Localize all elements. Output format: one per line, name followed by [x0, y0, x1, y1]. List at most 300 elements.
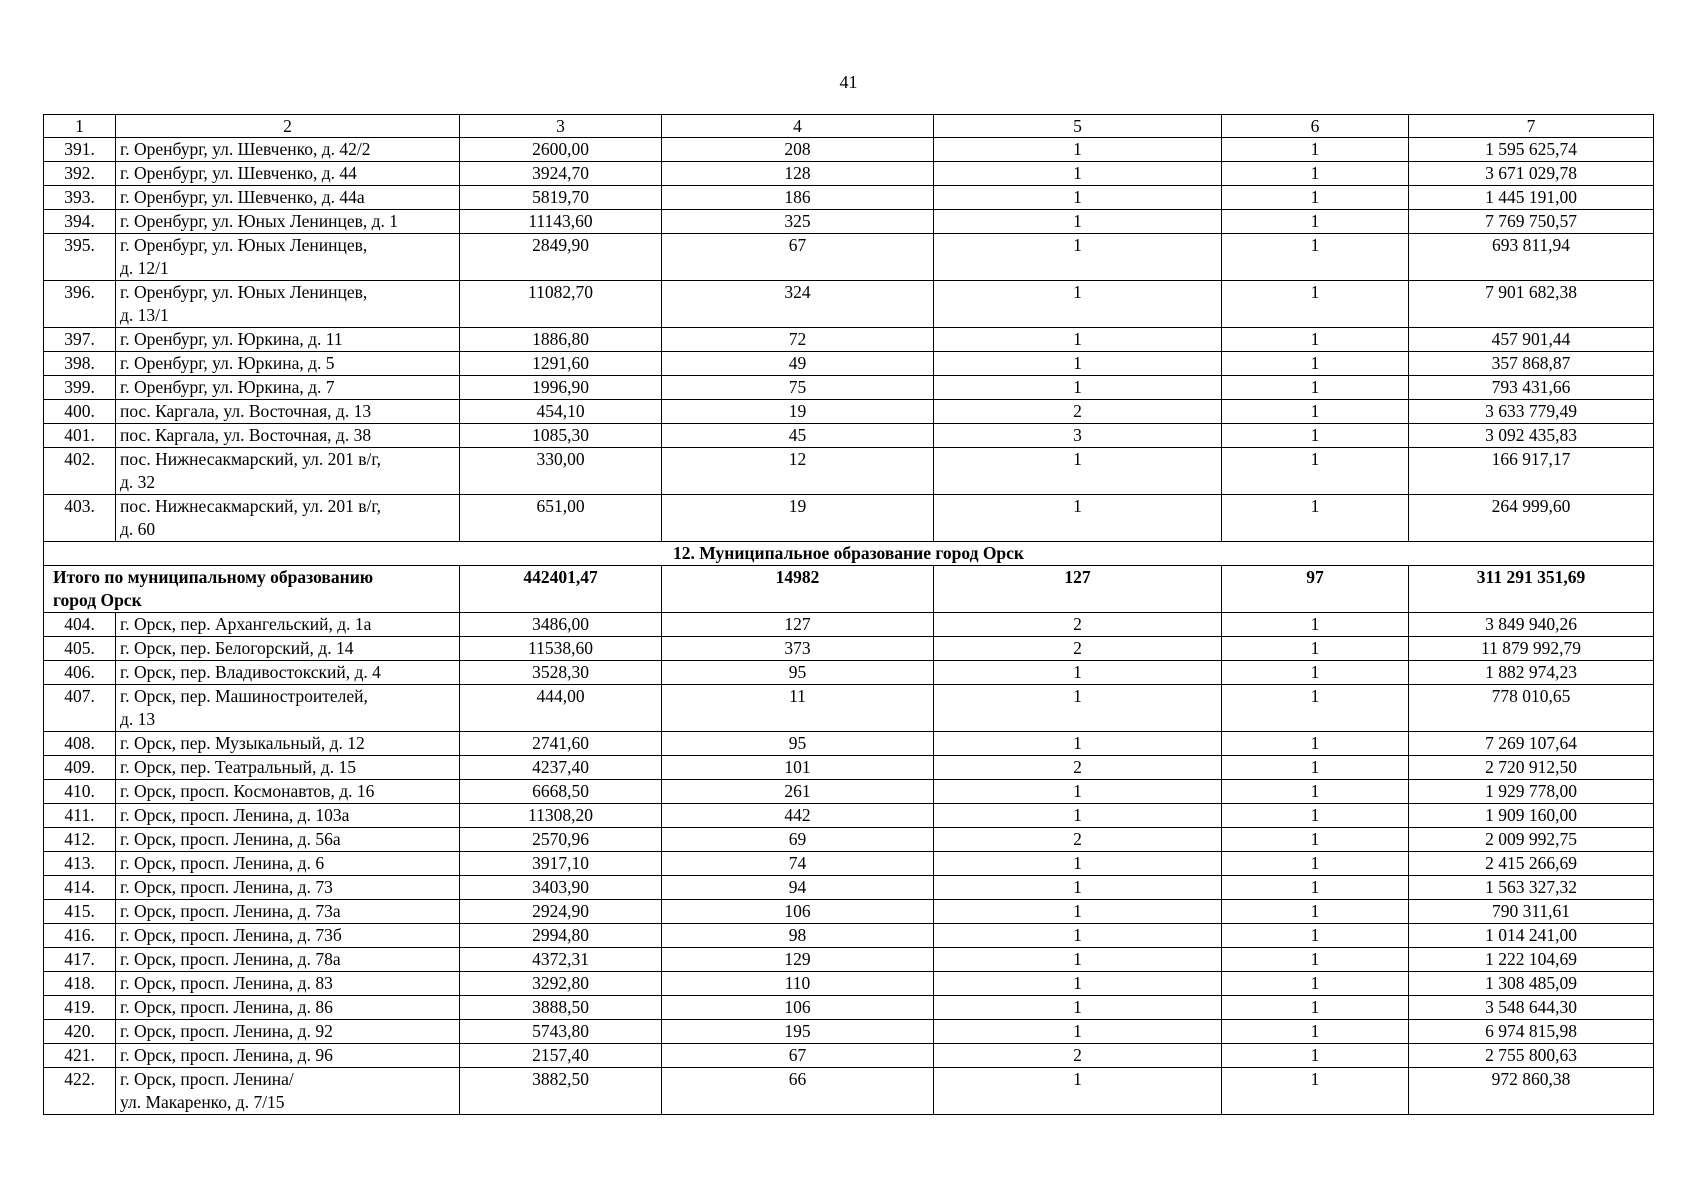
column-header: 6: [1222, 115, 1409, 138]
row-number: 406.: [44, 661, 116, 685]
total-residents: 14982: [662, 566, 934, 613]
area-value: 1291,60: [460, 352, 662, 376]
address-line: г. Орск, пер. Театральный, д. 15: [120, 757, 356, 777]
area-value: 3403,90: [460, 876, 662, 900]
total-cost: 311 291 351,69: [1409, 566, 1654, 613]
area-value: 11538,60: [460, 637, 662, 661]
address-line: г. Орск, просп. Ленина, д. 73: [120, 877, 333, 897]
address-line: г. Орск, пер. Архангельский, д. 1а: [120, 614, 372, 634]
area-value: 3292,80: [460, 972, 662, 996]
residents-value: 69: [662, 828, 934, 852]
residents-value: 373: [662, 637, 934, 661]
address-line: ул. Макаренко, д. 7/15: [120, 1092, 285, 1112]
col6-value: 1: [1222, 828, 1409, 852]
address-line: д. 13/1: [120, 305, 169, 325]
row-number: 394.: [44, 210, 116, 234]
cost-value: 457 901,44: [1409, 328, 1654, 352]
table-row: [44, 138, 1654, 162]
row-number: 404.: [44, 613, 116, 637]
address-line: г. Оренбург, ул. Шевченко, д. 44а: [120, 187, 365, 207]
col5-value: 1: [934, 352, 1222, 376]
column-header: 1: [44, 115, 116, 138]
address-line: г. Оренбург, ул. Юных Ленинцев,: [120, 282, 368, 302]
col6-value: 1: [1222, 328, 1409, 352]
area-value: 2924,90: [460, 900, 662, 924]
residents-value: 45: [662, 424, 934, 448]
col5-value: 1: [934, 972, 1222, 996]
col6-value: 1: [1222, 448, 1409, 495]
area-value: 5819,70: [460, 186, 662, 210]
table-row: [44, 852, 1654, 876]
cost-value: 1 222 104,69: [1409, 948, 1654, 972]
area-value: 4237,40: [460, 756, 662, 780]
table-row: [44, 1020, 1654, 1044]
col6-value: 1: [1222, 780, 1409, 804]
row-number: 419.: [44, 996, 116, 1020]
address: [116, 1068, 460, 1115]
col6-value: 1: [1222, 661, 1409, 685]
col6-value: 1: [1222, 732, 1409, 756]
residents-value: 95: [662, 732, 934, 756]
residents-value: 11: [662, 685, 934, 732]
column-header: 5: [934, 115, 1222, 138]
cost-value: 3 671 029,78: [1409, 162, 1654, 186]
column-header: 3: [460, 115, 662, 138]
column-header: 7: [1409, 115, 1654, 138]
area-value: 3528,30: [460, 661, 662, 685]
table-row: [44, 924, 1654, 948]
page-number: 41: [839, 72, 858, 92]
col6-value: 1: [1222, 424, 1409, 448]
table-row: [44, 828, 1654, 852]
address-line: д. 13: [120, 709, 156, 729]
section-title: 12. Муниципальное образование город Орск: [44, 542, 1654, 566]
table-row: [44, 876, 1654, 900]
row-number: 420.: [44, 1020, 116, 1044]
table-row: [44, 780, 1654, 804]
cost-value: 972 860,38: [1409, 1068, 1654, 1115]
address: [116, 996, 460, 1020]
address: [116, 186, 460, 210]
table-row: [44, 376, 1654, 400]
total-count-5: 127: [934, 566, 1222, 613]
col6-value: 1: [1222, 876, 1409, 900]
cost-value: 1 909 160,00: [1409, 804, 1654, 828]
rows-orenburg: [44, 138, 1654, 542]
address-line: г. Орск, просп. Ленина, д. 73б: [120, 925, 342, 945]
row-number: 405.: [44, 637, 116, 661]
table-row: [44, 281, 1654, 328]
row-number: 403.: [44, 495, 116, 542]
cost-value: 6 974 815,98: [1409, 1020, 1654, 1044]
residents-value: 72: [662, 328, 934, 352]
address-line: г. Оренбург, ул. Шевченко, д. 44: [120, 163, 357, 183]
residents-value: 19: [662, 400, 934, 424]
col6-value: 1: [1222, 613, 1409, 637]
residents-value: 195: [662, 1020, 934, 1044]
col6-value: 1: [1222, 637, 1409, 661]
address-line: г. Орск, просп. Ленина, д. 6: [120, 853, 325, 873]
column-header: 2: [116, 115, 460, 138]
residents-value: 74: [662, 852, 934, 876]
address: [116, 234, 460, 281]
area-value: 11143,60: [460, 210, 662, 234]
area-value: 444,00: [460, 685, 662, 732]
cost-value: 1 308 485,09: [1409, 972, 1654, 996]
table-row: [44, 400, 1654, 424]
row-number: 409.: [44, 756, 116, 780]
col5-value: 1: [934, 1020, 1222, 1044]
residents-value: 325: [662, 210, 934, 234]
table-row: [44, 948, 1654, 972]
address: [116, 400, 460, 424]
cost-value: 264 999,60: [1409, 495, 1654, 542]
residents-value: 94: [662, 876, 934, 900]
residents-value: 129: [662, 948, 934, 972]
area-value: 3917,10: [460, 852, 662, 876]
address: [116, 804, 460, 828]
address: [116, 448, 460, 495]
row-number: 391.: [44, 138, 116, 162]
address-line: г. Орск, просп. Ленина, д. 92: [120, 1021, 333, 1041]
table-row: [44, 1068, 1654, 1115]
table-row: [44, 328, 1654, 352]
col6-value: 1: [1222, 756, 1409, 780]
col5-value: 1: [934, 138, 1222, 162]
row-number: 413.: [44, 852, 116, 876]
area-value: 2600,00: [460, 138, 662, 162]
address-line: пос. Нижнесакмарский, ул. 201 в/г,: [120, 496, 381, 516]
residents-value: 67: [662, 1044, 934, 1068]
area-value: 1996,90: [460, 376, 662, 400]
row-number: 400.: [44, 400, 116, 424]
table-row: [44, 1044, 1654, 1068]
area-value: 5743,80: [460, 1020, 662, 1044]
table-row: [44, 804, 1654, 828]
col6-value: 1: [1222, 685, 1409, 732]
col6-value: 1: [1222, 352, 1409, 376]
total-count-6: 97: [1222, 566, 1409, 613]
address: [116, 756, 460, 780]
col5-value: 1: [934, 328, 1222, 352]
cost-value: 1 929 778,00: [1409, 780, 1654, 804]
col5-value: 1: [934, 234, 1222, 281]
column-header: 4: [662, 115, 934, 138]
address: [116, 162, 460, 186]
area-value: 1886,80: [460, 328, 662, 352]
address: [116, 685, 460, 732]
data-table: [43, 114, 1654, 1115]
address-line: пос. Каргала, ул. Восточная, д. 13: [120, 401, 372, 421]
residents-value: 67: [662, 234, 934, 281]
col6-value: 1: [1222, 1068, 1409, 1115]
address-line: г. Орск, просп. Космонавтов, д. 16: [120, 781, 375, 801]
col5-value: 1: [934, 780, 1222, 804]
address: [116, 281, 460, 328]
table-row: [44, 234, 1654, 281]
table-row: [44, 210, 1654, 234]
address: [116, 828, 460, 852]
area-value: 11308,20: [460, 804, 662, 828]
area-value: 3888,50: [460, 996, 662, 1020]
col6-value: 1: [1222, 924, 1409, 948]
col5-value: 1: [934, 495, 1222, 542]
table-row: [44, 495, 1654, 542]
row-number: 410.: [44, 780, 116, 804]
residents-value: 186: [662, 186, 934, 210]
row-number: 412.: [44, 828, 116, 852]
col5-value: 2: [934, 400, 1222, 424]
col6-value: 1: [1222, 138, 1409, 162]
table-row: [44, 186, 1654, 210]
total-label: [44, 566, 460, 613]
cost-value: 3 548 644,30: [1409, 996, 1654, 1020]
cost-value: 1 014 241,00: [1409, 924, 1654, 948]
table-row: [44, 661, 1654, 685]
table-row: [44, 162, 1654, 186]
col6-value: 1: [1222, 804, 1409, 828]
total-area: 442401,47: [460, 566, 662, 613]
cost-value: 11 879 992,79: [1409, 637, 1654, 661]
col5-value: 1: [934, 732, 1222, 756]
row-number: 422.: [44, 1068, 116, 1115]
col6-value: 1: [1222, 234, 1409, 281]
col6-value: 1: [1222, 996, 1409, 1020]
residents-value: 101: [662, 756, 934, 780]
area-value: 3486,00: [460, 613, 662, 637]
address: [116, 138, 460, 162]
area-value: 2570,96: [460, 828, 662, 852]
residents-value: 66: [662, 1068, 934, 1115]
area-value: 1085,30: [460, 424, 662, 448]
row-number: 414.: [44, 876, 116, 900]
address-line: пос. Нижнесакмарский, ул. 201 в/г,: [120, 449, 381, 469]
cost-value: 3 849 940,26: [1409, 613, 1654, 637]
col6-value: 1: [1222, 376, 1409, 400]
address: [116, 780, 460, 804]
address: [116, 637, 460, 661]
row-number: 411.: [44, 804, 116, 828]
col5-value: 1: [934, 281, 1222, 328]
cost-value: 3 633 779,49: [1409, 400, 1654, 424]
cost-value: 1 563 327,32: [1409, 876, 1654, 900]
table-row: [44, 996, 1654, 1020]
col5-value: 1: [934, 852, 1222, 876]
cost-value: 2 755 800,63: [1409, 1044, 1654, 1068]
row-number: 421.: [44, 1044, 116, 1068]
address: [116, 661, 460, 685]
area-value: 3924,70: [460, 162, 662, 186]
address-line: г. Орск, просп. Ленина, д. 78а: [120, 949, 341, 969]
col6-value: 1: [1222, 852, 1409, 876]
col5-value: 1: [934, 162, 1222, 186]
cost-value: 790 311,61: [1409, 900, 1654, 924]
address-line: г. Оренбург, ул. Юных Ленинцев,: [120, 235, 368, 255]
row-number: 395.: [44, 234, 116, 281]
address-line: г. Оренбург, ул. Юркина, д. 5: [120, 353, 335, 373]
col5-value: 1: [934, 448, 1222, 495]
address-line: д. 60: [120, 519, 156, 539]
col5-value: 1: [934, 210, 1222, 234]
col5-value: 1: [934, 661, 1222, 685]
address-line: г. Орск, просп. Ленина/: [120, 1069, 294, 1089]
area-value: 6668,50: [460, 780, 662, 804]
address: [116, 424, 460, 448]
residents-value: 127: [662, 613, 934, 637]
address-line: г. Орск, просп. Ленина, д. 103а: [120, 805, 350, 825]
address: [116, 1044, 460, 1068]
col6-value: 1: [1222, 1020, 1409, 1044]
address: [116, 876, 460, 900]
table-row: [44, 352, 1654, 376]
area-value: 11082,70: [460, 281, 662, 328]
table-row: [44, 424, 1654, 448]
address: [116, 328, 460, 352]
residents-value: 110: [662, 972, 934, 996]
cost-value: 1 445 191,00: [1409, 186, 1654, 210]
row-number: 399.: [44, 376, 116, 400]
col6-value: 1: [1222, 210, 1409, 234]
col6-value: 1: [1222, 162, 1409, 186]
address: [116, 732, 460, 756]
row-number: 417.: [44, 948, 116, 972]
table-row: [44, 900, 1654, 924]
cost-value: 2 720 912,50: [1409, 756, 1654, 780]
address-line: г. Орск, просп. Ленина, д. 86: [120, 997, 333, 1017]
residents-value: 324: [662, 281, 934, 328]
address: [116, 900, 460, 924]
address: [116, 852, 460, 876]
col5-value: 1: [934, 376, 1222, 400]
cost-value: 778 010,65: [1409, 685, 1654, 732]
residents-value: 106: [662, 900, 934, 924]
residents-value: 128: [662, 162, 934, 186]
residents-value: 12: [662, 448, 934, 495]
area-value: 330,00: [460, 448, 662, 495]
cost-value: 3 092 435,83: [1409, 424, 1654, 448]
table-row: [44, 685, 1654, 732]
total-row: [44, 566, 1654, 613]
total-label-line: Итого по муниципальному образованию: [53, 567, 374, 587]
address: [116, 376, 460, 400]
cost-value: 2 009 992,75: [1409, 828, 1654, 852]
col5-value: 2: [934, 613, 1222, 637]
cost-value: 7 269 107,64: [1409, 732, 1654, 756]
col5-value: 1: [934, 186, 1222, 210]
address-line: г. Орск, пер. Белогорский, д. 14: [120, 638, 354, 658]
address-line: пос. Каргала, ул. Восточная, д. 38: [120, 425, 372, 445]
address-line: г. Оренбург, ул. Шевченко, д. 42/2: [120, 139, 371, 159]
col6-value: 1: [1222, 900, 1409, 924]
row-number: 398.: [44, 352, 116, 376]
address: [116, 924, 460, 948]
residents-value: 49: [662, 352, 934, 376]
col5-value: 1: [934, 1068, 1222, 1115]
address-line: г. Оренбург, ул. Юных Ленинцев, д. 1: [120, 211, 399, 231]
col5-value: 2: [934, 637, 1222, 661]
row-number: 407.: [44, 685, 116, 732]
address-line: г. Оренбург, ул. Юркина, д. 7: [120, 377, 335, 397]
table-row: [44, 972, 1654, 996]
area-value: 454,10: [460, 400, 662, 424]
address-line: г. Оренбург, ул. Юркина, д. 11: [120, 329, 343, 349]
residents-value: 98: [662, 924, 934, 948]
address-line: г. Орск, пер. Музыкальный, д. 12: [120, 733, 365, 753]
col5-value: 1: [934, 900, 1222, 924]
address-line: г. Орск, пер. Владивостокский, д. 4: [120, 662, 381, 682]
address: [116, 972, 460, 996]
cost-value: 793 431,66: [1409, 376, 1654, 400]
cost-value: 1 882 974,23: [1409, 661, 1654, 685]
col5-value: 2: [934, 828, 1222, 852]
residents-value: 442: [662, 804, 934, 828]
row-number: 418.: [44, 972, 116, 996]
row-number: 408.: [44, 732, 116, 756]
area-value: 2994,80: [460, 924, 662, 948]
col6-value: 1: [1222, 281, 1409, 328]
area-value: 2741,60: [460, 732, 662, 756]
residents-value: 106: [662, 996, 934, 1020]
row-number: 401.: [44, 424, 116, 448]
row-number: 393.: [44, 186, 116, 210]
total-label-line: город Орск: [53, 590, 142, 610]
address-line: г. Орск, просп. Ленина, д. 83: [120, 973, 333, 993]
address-line: г. Орск, просп. Ленина, д. 56а: [120, 829, 341, 849]
area-value: 2157,40: [460, 1044, 662, 1068]
col5-value: 1: [934, 924, 1222, 948]
cost-value: 7 769 750,57: [1409, 210, 1654, 234]
table-row: [44, 756, 1654, 780]
cost-value: 357 868,87: [1409, 352, 1654, 376]
column-number-row: [44, 115, 1654, 138]
row-number: 415.: [44, 900, 116, 924]
address-line: д. 32: [120, 472, 156, 492]
rows-orsk: [44, 613, 1654, 1115]
address-line: г. Орск, просп. Ленина, д. 73а: [120, 901, 341, 921]
residents-value: 261: [662, 780, 934, 804]
table-row: [44, 637, 1654, 661]
col5-value: 1: [934, 996, 1222, 1020]
cost-value: 7 901 682,38: [1409, 281, 1654, 328]
residents-value: 75: [662, 376, 934, 400]
col6-value: 1: [1222, 948, 1409, 972]
col5-value: 1: [934, 804, 1222, 828]
address: [116, 352, 460, 376]
col6-value: 1: [1222, 400, 1409, 424]
col5-value: 1: [934, 876, 1222, 900]
row-number: 402.: [44, 448, 116, 495]
row-number: 397.: [44, 328, 116, 352]
col5-value: 3: [934, 424, 1222, 448]
area-value: 651,00: [460, 495, 662, 542]
row-number: 396.: [44, 281, 116, 328]
cost-value: 1 595 625,74: [1409, 138, 1654, 162]
address-line: г. Орск, пер. Машиностроителей,: [120, 686, 368, 706]
address: [116, 613, 460, 637]
col6-value: 1: [1222, 495, 1409, 542]
address: [116, 948, 460, 972]
table-row: [44, 613, 1654, 637]
col6-value: 1: [1222, 972, 1409, 996]
row-number: 416.: [44, 924, 116, 948]
col5-value: 1: [934, 685, 1222, 732]
address-line: г. Орск, просп. Ленина, д. 96: [120, 1045, 333, 1065]
residents-value: 208: [662, 138, 934, 162]
cost-value: 2 415 266,69: [1409, 852, 1654, 876]
residents-value: 95: [662, 661, 934, 685]
address: [116, 210, 460, 234]
address-line: д. 12/1: [120, 258, 169, 278]
